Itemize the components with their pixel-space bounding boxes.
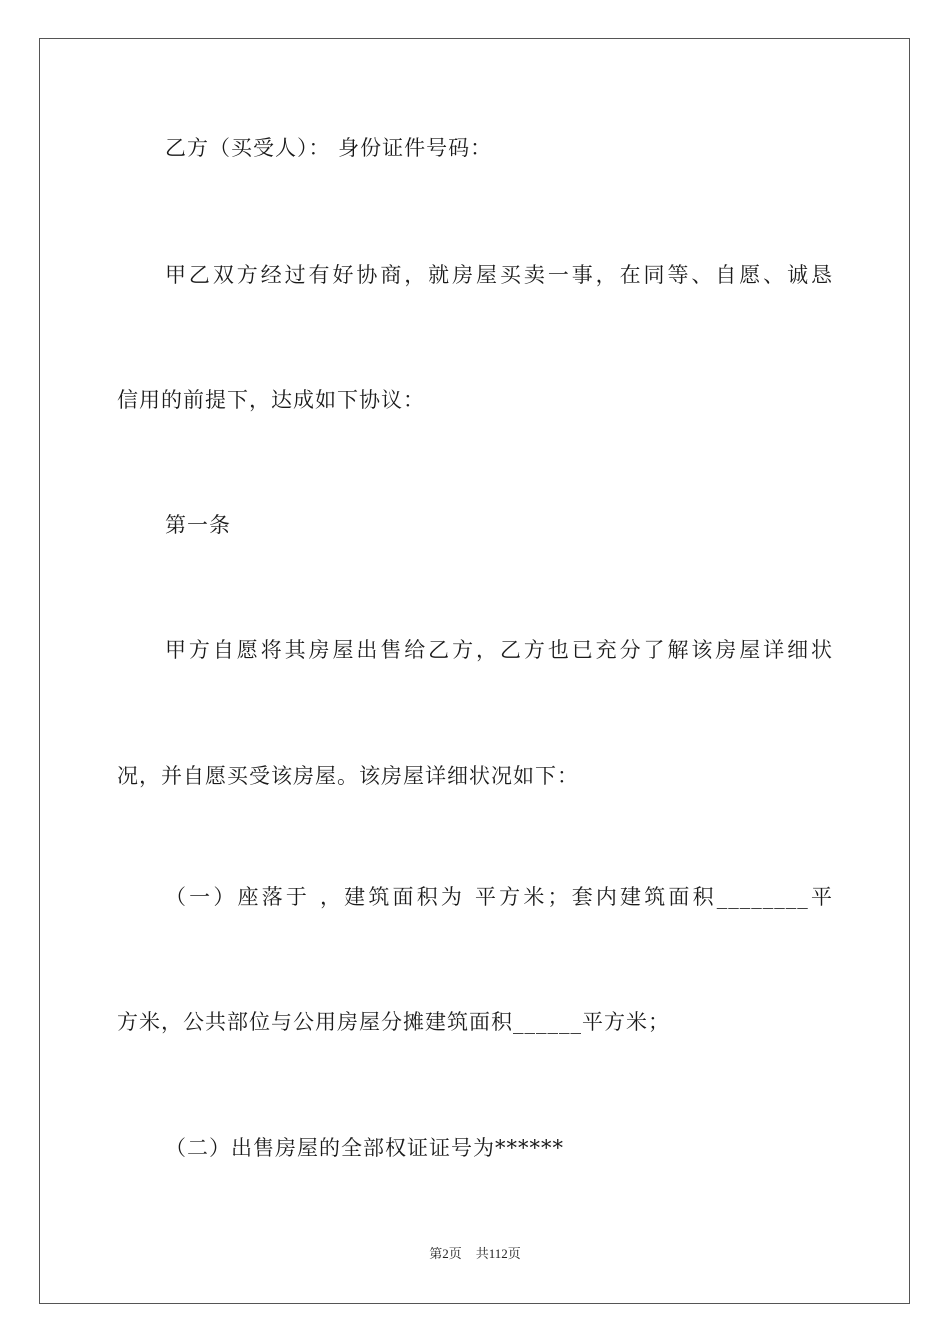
- clause-two-line: （二）出售房屋的全部权证证号为******: [165, 1136, 564, 1160]
- clause-one-line-2: 方米，公共部位与公用房屋分摊建筑面积______平方米；: [117, 1010, 670, 1034]
- paragraph-article-line-2: 况，并自愿买受该房屋。该房屋详细状况如下：: [117, 764, 579, 788]
- paragraph-intro-line-1: 甲乙双方经过有好协商，就房屋买卖一事，在同等、自愿、诚恳: [165, 263, 833, 287]
- article-heading: 第一条: [165, 513, 231, 537]
- page-border: [39, 38, 910, 1304]
- current-page-number: 第2页: [429, 1246, 462, 1261]
- paragraph-article-line-1: 甲方自愿将其房屋出售给乙方，乙方也已充分了解该房屋详细状: [165, 638, 833, 662]
- paragraph-intro-line-2: 信用的前提下，达成如下协议：: [117, 388, 425, 412]
- buyer-line: 乙方（买受人）： 身份证件号码：: [165, 136, 493, 160]
- total-pages: 共112页: [475, 1246, 521, 1261]
- page-footer: [0, 1245, 950, 1263]
- clause-one-line-1: （一）座落于 ，建筑面积为 平方米；套内建筑面积________平: [165, 885, 833, 909]
